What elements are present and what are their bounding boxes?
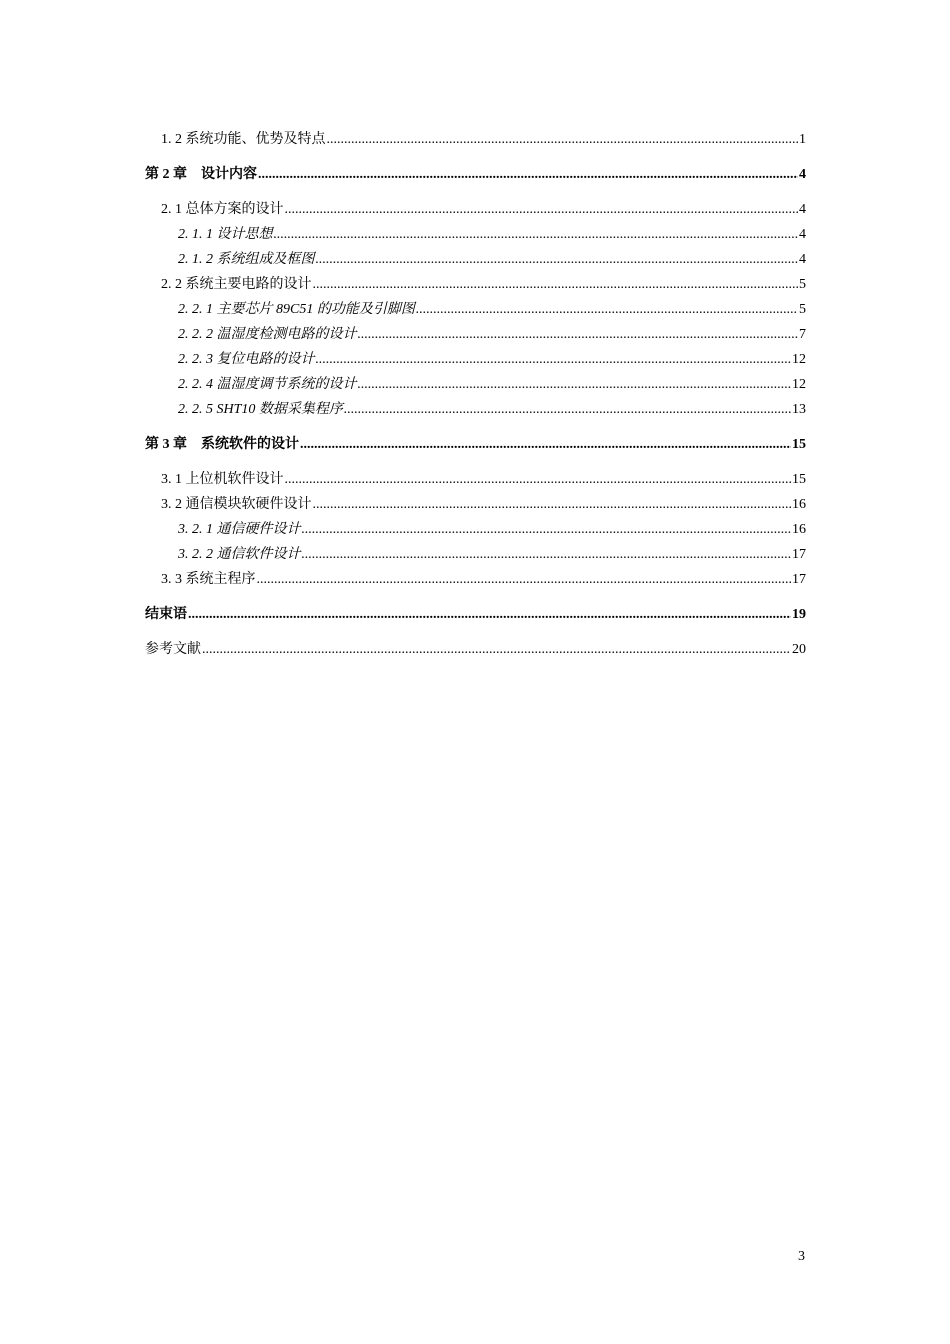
toc-entry-page: 7 [799,327,806,342]
toc-entry-label: 3. 3 系统主程序 [161,572,256,587]
toc-entry-page: 20 [792,642,806,657]
toc-entry-label: 参考文献 [145,642,201,657]
toc-entry-2-1-2[interactable] [145,247,806,272]
dot-leader [302,517,792,542]
toc-entry-label: 3. 2. 1 通信硬件设计 [178,522,301,537]
toc-entry-page: 16 [792,522,806,537]
toc-entry-label: 2. 2 系统主要电路的设计 [161,277,312,292]
toc-entry-page: 4 [799,252,806,267]
dot-leader [302,542,792,567]
toc-entry-page: 16 [792,497,806,512]
toc-entry-page: 12 [792,352,806,367]
toc-entry-label: 1. 2 系统功能、优势及特点 [161,132,326,147]
dot-leader [188,602,791,627]
toc-entry-2-1[interactable] [145,197,806,222]
toc-entry-label: 3. 2. 2 通信软件设计 [178,547,301,562]
toc-entry-label: 2. 2. 2 温湿度检测电路的设计 [178,327,357,342]
page-number: 3 [798,1249,805,1264]
toc-entry-page: 5 [799,302,806,317]
dot-leader [358,372,792,397]
toc-entry-2-2-4[interactable] [145,372,806,397]
toc-entry-page: 4 [799,202,806,217]
toc-entry-label: 3. 2 通信模块软硬件设计 [161,497,312,512]
toc-entry-3-1[interactable] [145,467,806,492]
dot-leader [316,347,792,372]
toc-entry-2-2-1[interactable] [145,297,806,322]
toc-entry-chapter-3[interactable] [145,432,806,457]
toc-entry-label: 第 3 章 系统软件的设计 [145,437,299,452]
toc-entry-page: 4 [799,227,806,242]
toc-entry-page: 17 [792,547,806,562]
toc-entry-page: 1 [799,132,806,147]
dot-leader [313,272,799,297]
toc-entry-label: 3. 1 上位机软件设计 [161,472,284,487]
dot-leader [285,467,792,492]
dot-leader [327,127,799,152]
dot-leader [285,197,799,222]
toc-entry-label: 2. 2. 3 复位电路的设计 [178,352,315,367]
dot-leader [344,397,791,422]
toc-entry-3-2-1[interactable] [145,517,806,542]
toc-entry-label: 2. 1 总体方案的设计 [161,202,284,217]
toc-entry-page: 12 [792,377,806,392]
dot-leader [257,567,792,592]
toc-entry-conclusion[interactable] [145,602,806,627]
toc-entry-page: 5 [799,277,806,292]
dot-leader [416,297,798,322]
toc-entry-2-2-2[interactable] [145,322,806,347]
dot-leader [300,432,791,457]
dot-leader [358,322,799,347]
toc-entry-label: 第 2 章 设计内容 [145,167,257,182]
dot-leader [274,222,799,247]
toc-entry-label: 结束语 [145,607,187,622]
toc-entry-3-3[interactable] [145,567,806,592]
toc-entry-label: 2. 1. 1 设计思想 [178,227,273,242]
toc-entry-label: 2. 1. 2 系统组成及框图 [178,252,315,267]
toc-entry-3-2-2[interactable] [145,542,806,567]
toc-entry-1-2[interactable] [145,127,806,152]
toc-entry-3-2[interactable] [145,492,806,517]
toc-entry-label: 2. 2. 5 SHT10 数据采集程序 [178,402,343,417]
dot-leader [316,247,799,272]
toc-entry-references[interactable] [145,637,806,662]
toc-entry-page: 15 [792,437,806,452]
toc-entry-page: 19 [792,607,806,622]
toc-entry-page: 17 [792,572,806,587]
toc-entry-chapter-2[interactable] [145,162,806,187]
dot-leader [202,637,791,662]
toc-entry-2-2-3[interactable] [145,347,806,372]
toc-entry-page: 13 [792,402,806,417]
toc-entry-2-2[interactable] [145,272,806,297]
toc-entry-label: 2. 2. 4 温湿度调节系统的设计 [178,377,357,392]
dot-leader [313,492,792,517]
toc-entry-label: 2. 2. 1 主要芯片 89C51 的功能及引脚图 [178,302,415,317]
toc-entry-2-1-1[interactable] [145,222,806,247]
toc-entry-page: 4 [799,167,806,182]
table-of-contents [145,127,806,662]
dot-leader [258,162,798,187]
toc-entry-2-2-5[interactable] [145,397,806,422]
toc-entry-page: 15 [792,472,806,487]
